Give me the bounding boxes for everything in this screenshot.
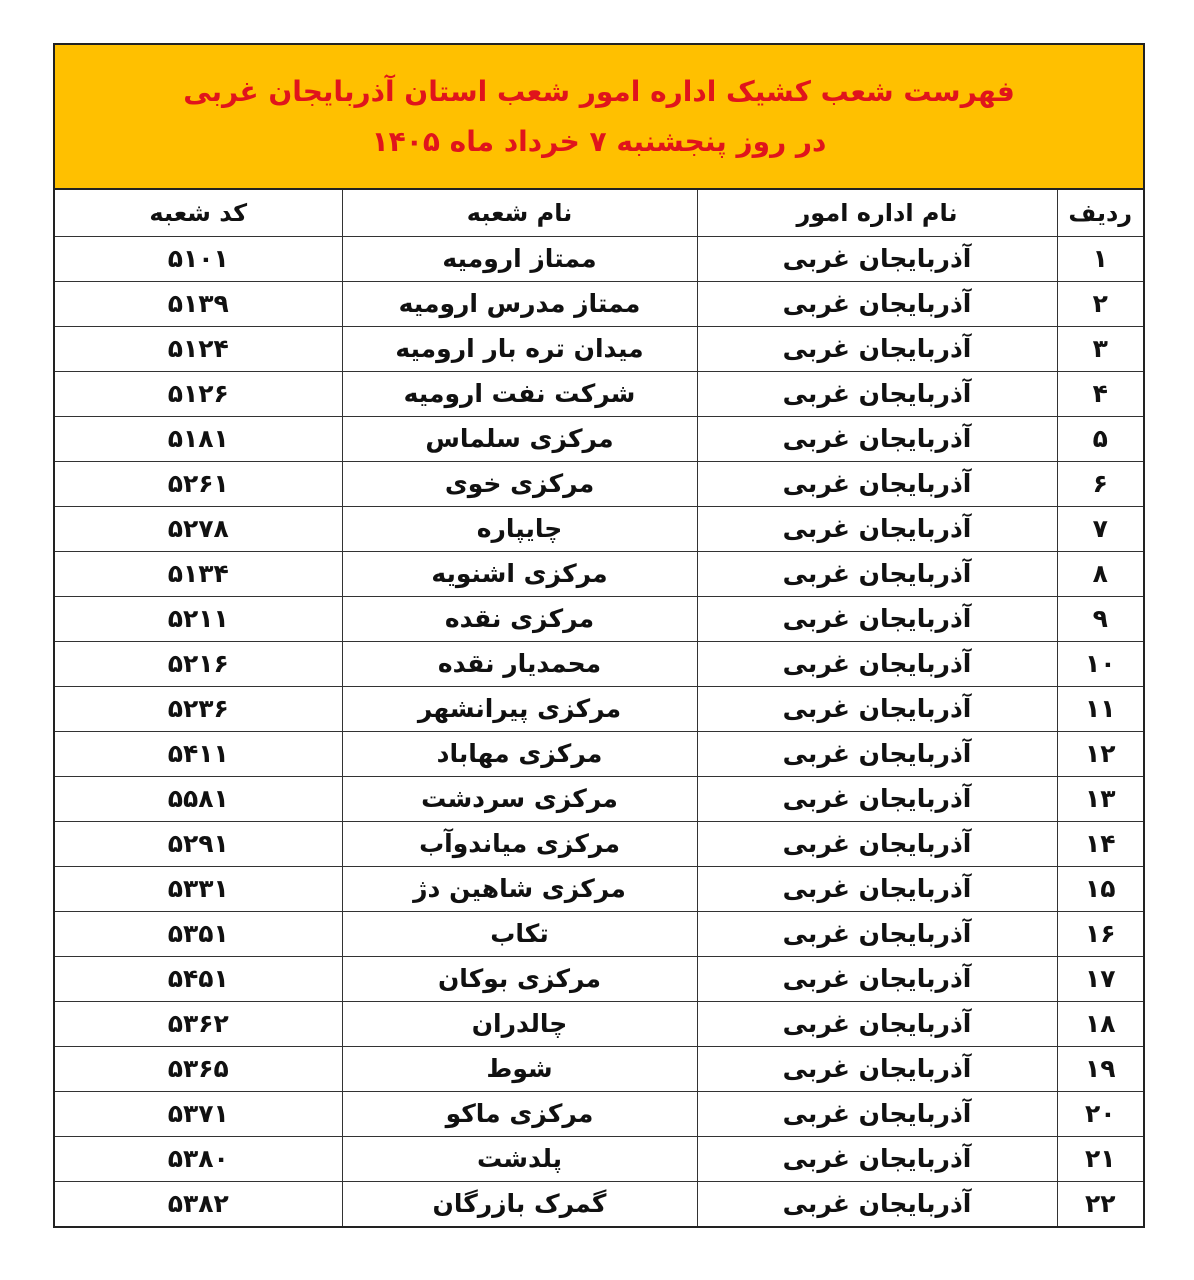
department-cell: آذربایجان غربی	[697, 282, 1057, 327]
table-row	[55, 1137, 1143, 1182]
row-number-cell: ۳	[1057, 327, 1143, 372]
branch-name-cell: میدان تره بار ارومیه	[342, 327, 697, 372]
header-branch-code: کد شعبه	[55, 190, 342, 237]
header-row	[55, 190, 1143, 237]
row-number-cell: ۲۰	[1057, 1092, 1143, 1137]
table-row	[55, 1092, 1143, 1137]
branch-name-cell: ممتاز ارومیه	[342, 237, 697, 282]
branch-name-cell: مرکزی نقده	[342, 597, 697, 642]
branch-code-cell: ۵۱۸۱	[55, 417, 342, 462]
row-number-cell: ۱	[1057, 237, 1143, 282]
branch-code-cell: ۵۱۲۴	[55, 327, 342, 372]
department-cell: آذربایجان غربی	[697, 597, 1057, 642]
branch-code-cell: ۵۳۶۵	[55, 1047, 342, 1092]
department-cell: آذربایجان غربی	[697, 1182, 1057, 1227]
branch-name-cell: مرکزی شاهین دژ	[342, 867, 697, 912]
row-number-cell: ۹	[1057, 597, 1143, 642]
branch-code-cell: ۵۱۳۴	[55, 552, 342, 597]
branch-name-cell: مرکزی سلماس	[342, 417, 697, 462]
table-row	[55, 1182, 1143, 1227]
row-number-cell: ۲۱	[1057, 1137, 1143, 1182]
department-cell: آذربایجان غربی	[697, 1092, 1057, 1137]
department-cell: آذربایجان غربی	[697, 642, 1057, 687]
branch-name-cell: مرکزی سردشت	[342, 777, 697, 822]
table-row	[55, 552, 1143, 597]
table-row	[55, 327, 1143, 372]
branch-name-cell: مرکزی اشنویه	[342, 552, 697, 597]
table-row	[55, 1047, 1143, 1092]
row-number-cell: ۱۵	[1057, 867, 1143, 912]
branch-name-cell: گمرک بازرگان	[342, 1182, 697, 1227]
branch-code-cell: ۵۲۳۶	[55, 687, 342, 732]
row-number-cell: ۲۲	[1057, 1182, 1143, 1227]
table-body	[55, 237, 1143, 1227]
table-row	[55, 237, 1143, 282]
branch-name-cell: مرکزی خوی	[342, 462, 697, 507]
header-branch-name: نام شعبه	[342, 190, 697, 237]
branch-code-cell: ۵۲۶۱	[55, 462, 342, 507]
table-row	[55, 597, 1143, 642]
department-cell: آذربایجان غربی	[697, 552, 1057, 597]
branch-code-cell: ۵۲۱۶	[55, 642, 342, 687]
department-cell: آذربایجان غربی	[697, 687, 1057, 732]
department-cell: آذربایجان غربی	[697, 507, 1057, 552]
row-number-cell: ۱۱	[1057, 687, 1143, 732]
table-row	[55, 957, 1143, 1002]
row-number-cell: ۷	[1057, 507, 1143, 552]
row-number-cell: ۱۳	[1057, 777, 1143, 822]
department-cell: آذربایجان غربی	[697, 1047, 1057, 1092]
row-number-cell: ۶	[1057, 462, 1143, 507]
branch-name-cell: شوط	[342, 1047, 697, 1092]
document-sheet	[53, 43, 1145, 1228]
branch-code-cell: ۵۱۳۹	[55, 282, 342, 327]
branch-name-cell: مرکزی بوکان	[342, 957, 697, 1002]
branch-code-cell: ۵۴۵۱	[55, 957, 342, 1002]
branch-code-cell: ۵۳۸۰	[55, 1137, 342, 1182]
department-cell: آذربایجان غربی	[697, 1137, 1057, 1182]
branch-code-cell: ۵۳۳۱	[55, 867, 342, 912]
row-number-cell: ۱۶	[1057, 912, 1143, 957]
branch-name-cell: تکاب	[342, 912, 697, 957]
branch-code-cell: ۵۱۲۶	[55, 372, 342, 417]
department-cell: آذربایجان غربی	[697, 777, 1057, 822]
table-row	[55, 282, 1143, 327]
department-cell: آذربایجان غربی	[697, 732, 1057, 777]
branch-name-cell: مرکزی میاندوآب	[342, 822, 697, 867]
department-cell: آذربایجان غربی	[697, 1002, 1057, 1047]
department-cell: آذربایجان غربی	[697, 957, 1057, 1002]
branch-name-cell: پلدشت	[342, 1137, 697, 1182]
table-row	[55, 417, 1143, 462]
branch-name-cell: ممتاز مدرس ارومیه	[342, 282, 697, 327]
table-row	[55, 372, 1143, 417]
header-row-number: ردیف	[1057, 190, 1143, 237]
branch-code-cell: ۵۲۷۸	[55, 507, 342, 552]
table-row	[55, 1002, 1143, 1047]
branch-name-cell: چالدران	[342, 1002, 697, 1047]
branch-name-cell: مرکزی مهاباد	[342, 732, 697, 777]
table-row	[55, 507, 1143, 552]
department-cell: آذربایجان غربی	[697, 462, 1057, 507]
row-number-cell: ۱۸	[1057, 1002, 1143, 1047]
branch-code-cell: ۵۳۶۲	[55, 1002, 342, 1047]
title-banner	[55, 45, 1143, 190]
row-number-cell: ۱۷	[1057, 957, 1143, 1002]
row-number-cell: ۱۴	[1057, 822, 1143, 867]
header-department: نام اداره امور	[697, 190, 1057, 237]
row-number-cell: ۸	[1057, 552, 1143, 597]
department-cell: آذربایجان غربی	[697, 417, 1057, 462]
title-line-1: فهرست شعب کشیک اداره امور شعب استان آذربایجان غربی	[183, 74, 1015, 108]
table-row	[55, 732, 1143, 777]
branch-name-cell: شرکت نفت ارومیه	[342, 372, 697, 417]
department-cell: آذربایجان غربی	[697, 822, 1057, 867]
table-row	[55, 822, 1143, 867]
branch-name-cell: چایپاره	[342, 507, 697, 552]
row-number-cell: ۱۹	[1057, 1047, 1143, 1092]
branch-name-cell: مرکزی پیرانشهر	[342, 687, 697, 732]
department-cell: آذربایجان غربی	[697, 912, 1057, 957]
row-number-cell: ۲	[1057, 282, 1143, 327]
table-row	[55, 687, 1143, 732]
branch-code-cell: ۵۳۷۱	[55, 1092, 342, 1137]
branch-code-cell: ۵۵۸۱	[55, 777, 342, 822]
branch-code-cell: ۵۳۵۱	[55, 912, 342, 957]
table-row	[55, 867, 1143, 912]
row-number-cell: ۵	[1057, 417, 1143, 462]
department-cell: آذربایجان غربی	[697, 327, 1057, 372]
row-number-cell: ۱۰	[1057, 642, 1143, 687]
department-cell: آذربایجان غربی	[697, 237, 1057, 282]
table-row	[55, 777, 1143, 822]
title-line-2: در روز پنجشنبه ۷ خرداد ماه ۱۴۰۵	[371, 124, 827, 158]
table-row	[55, 912, 1143, 957]
branch-code-cell: ۵۲۱۱	[55, 597, 342, 642]
branch-table	[55, 190, 1143, 1226]
department-cell: آذربایجان غربی	[697, 372, 1057, 417]
branch-code-cell: ۵۴۱۱	[55, 732, 342, 777]
department-cell: آذربایجان غربی	[697, 867, 1057, 912]
branch-code-cell: ۵۲۹۱	[55, 822, 342, 867]
branch-code-cell: ۵۱۰۱	[55, 237, 342, 282]
row-number-cell: ۴	[1057, 372, 1143, 417]
row-number-cell: ۱۲	[1057, 732, 1143, 777]
table-row	[55, 642, 1143, 687]
branch-name-cell: محمدیار نقده	[342, 642, 697, 687]
branch-code-cell: ۵۳۸۲	[55, 1182, 342, 1227]
branch-name-cell: مرکزی ماکو	[342, 1092, 697, 1137]
table-row	[55, 462, 1143, 507]
